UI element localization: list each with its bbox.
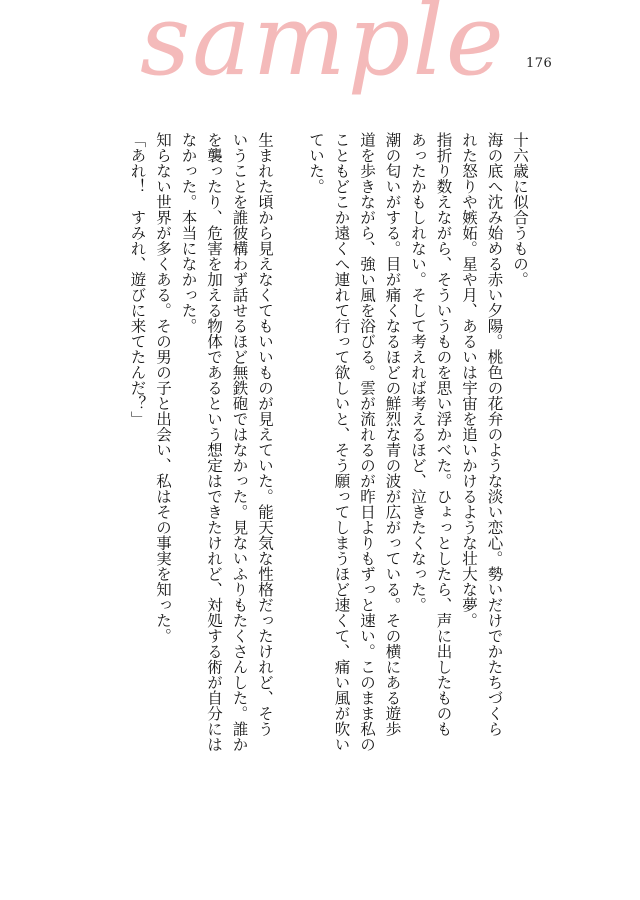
- text-line: いうことを誰彼構わず話せるほど無鉄砲ではなかった。見ないふりもたくさんした。誰か: [230, 132, 249, 752]
- text-line: 潮の匂いがする。目が痛くなるほどの鮮烈な青の波が広がっている。その横にある遊歩: [383, 132, 402, 737]
- text-line: あったかもしれない。そして考えれば考えるほど、泣きたくなった。: [409, 132, 427, 613]
- vertical-body-text: [124, 132, 532, 872]
- text-line: なかった。本当になかった。: [179, 132, 198, 334]
- text-line: こともどこか遠くへ連れて行って欲しいと、そう願ってしまうほど速くて、痛い風が吹い: [332, 132, 351, 752]
- text-line: 海の底へ沈み始める赤い夕陽。桃色の花弁のような淡い恋心。勢いだけでかたちづくら: [485, 132, 504, 737]
- sample-watermark: sample: [140, 0, 506, 98]
- text-line: ていた。: [307, 132, 325, 194]
- paragraph-gap: [277, 132, 303, 872]
- text-line: 生まれた頃から見えなくてもいいものが見えていた。能天気な性格だったけれど、そう: [256, 132, 274, 737]
- text-line: 十六歳に似合うもの。: [511, 132, 529, 287]
- text-line: 指折り数えながら、そういうものを思い浮かべた。ひょっとしたら、声に出したものも: [434, 132, 453, 737]
- text-line: 道を歩きながら、強い風を浴びる。雲が流れるのが昨日よりもずっと速い。このまま私の: [358, 132, 376, 752]
- text-line: を襲ったり、危害を加える物体であるという想定はできたけれど、対処する術が自分には: [205, 132, 223, 752]
- text-line: れた怒りや嫉妬。星や月、あるいは宇宙を追いかけるような壮大な夢。: [460, 132, 478, 628]
- text-line: 「あれ！ すみれ、遊びに来てたんだ？」: [128, 132, 147, 427]
- text-line: 知らない世界が多くある。その男の子と出会い、私はその事実を知った。: [154, 132, 172, 644]
- page-number: 176: [526, 56, 553, 71]
